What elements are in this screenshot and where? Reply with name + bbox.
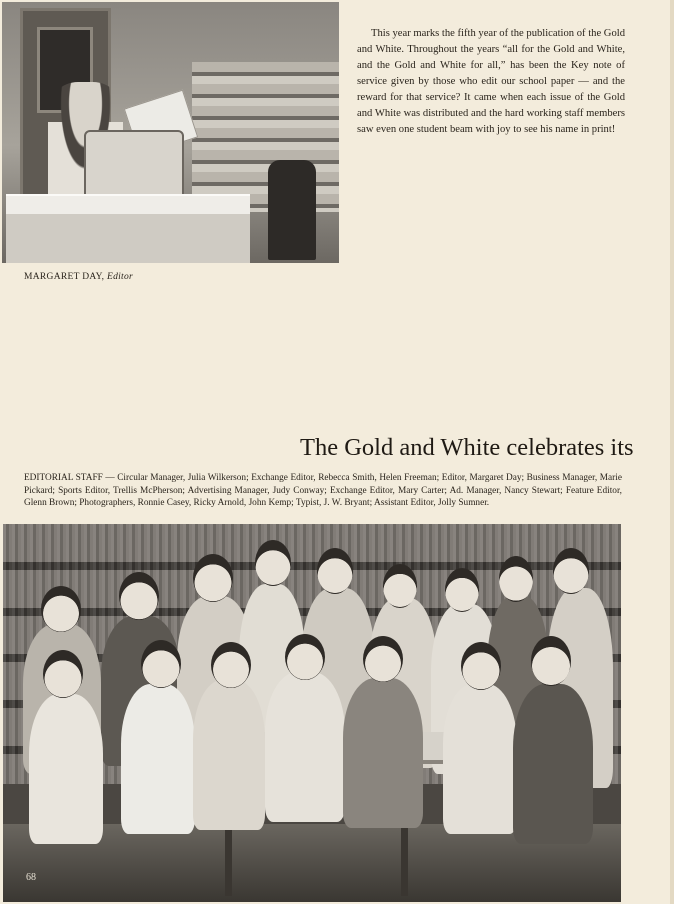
page-headline: The Gold and White celebrates its — [300, 434, 634, 461]
photo-desk — [6, 194, 250, 263]
editor-caption-role: Editor — [106, 272, 134, 282]
photo-student-head — [317, 548, 353, 594]
photo-chair — [268, 160, 316, 260]
photo-student-head — [285, 634, 325, 680]
photo-student-head — [141, 640, 181, 688]
photo-student-head — [41, 586, 81, 632]
photo-student-head — [119, 572, 159, 620]
page-number: 68 — [26, 872, 36, 883]
photo-magazine-rack — [192, 62, 339, 212]
editor-caption-name: MARGARET DAY, — [24, 272, 105, 282]
photo-student-front — [513, 684, 593, 844]
editor-photo — [2, 2, 339, 263]
photo-student-front — [121, 684, 195, 834]
photo-student-front — [343, 678, 423, 828]
photo-student-head — [531, 636, 571, 686]
photo-student-head — [255, 540, 291, 586]
editor-caption — [24, 272, 133, 282]
photo-student-head — [363, 636, 403, 682]
photo-student-head — [211, 642, 251, 688]
photo-typewriter — [84, 130, 184, 204]
staff-group-photo — [3, 524, 621, 902]
photo-student-head — [553, 548, 589, 594]
intro-paragraph: This year marks the fifth year of the publication of the Gold and White. Throughout the years “all for the Gold and White, and the Gold and White for all,” has been the Key note of service given by those who edit our school paper — and the reward for that service? It came when each issue of the Gold and White was distributed and the hard working staff members saw even one student beam with joy to see his name in print! — [357, 28, 625, 135]
photo-student-head — [445, 568, 479, 612]
photo-student-head — [499, 556, 533, 602]
photo-student-front — [193, 680, 265, 830]
staff-caption: EDITORIAL STAFF — Circular Manager, Julia Wilkerson; Exchange Editor, Rebecca Smith, Helen Freeman; Editor, Margaret Day; Business Manager, Marie Pickard; Sports Editor, Trellis McPherson; Advertising Manager, Judy Conway; Exchange Editor, Mary Carter; Ad. Manager, Nancy Stewart; Feature Editor, Glenn Brown; Photographers, Ronnie Casey, Ricky Arnold, John Kemp; Typist, J. W. Bryant; Assistant Editor, Jolly Sumner. — [24, 473, 622, 508]
photo-student-head — [193, 554, 233, 602]
photo-student-front — [29, 694, 103, 844]
photo-student-front — [265, 672, 345, 822]
photo-student-front — [443, 684, 517, 834]
photo-student-head — [383, 564, 417, 608]
photo-student-head — [43, 650, 83, 698]
photo-student-head — [461, 642, 501, 690]
